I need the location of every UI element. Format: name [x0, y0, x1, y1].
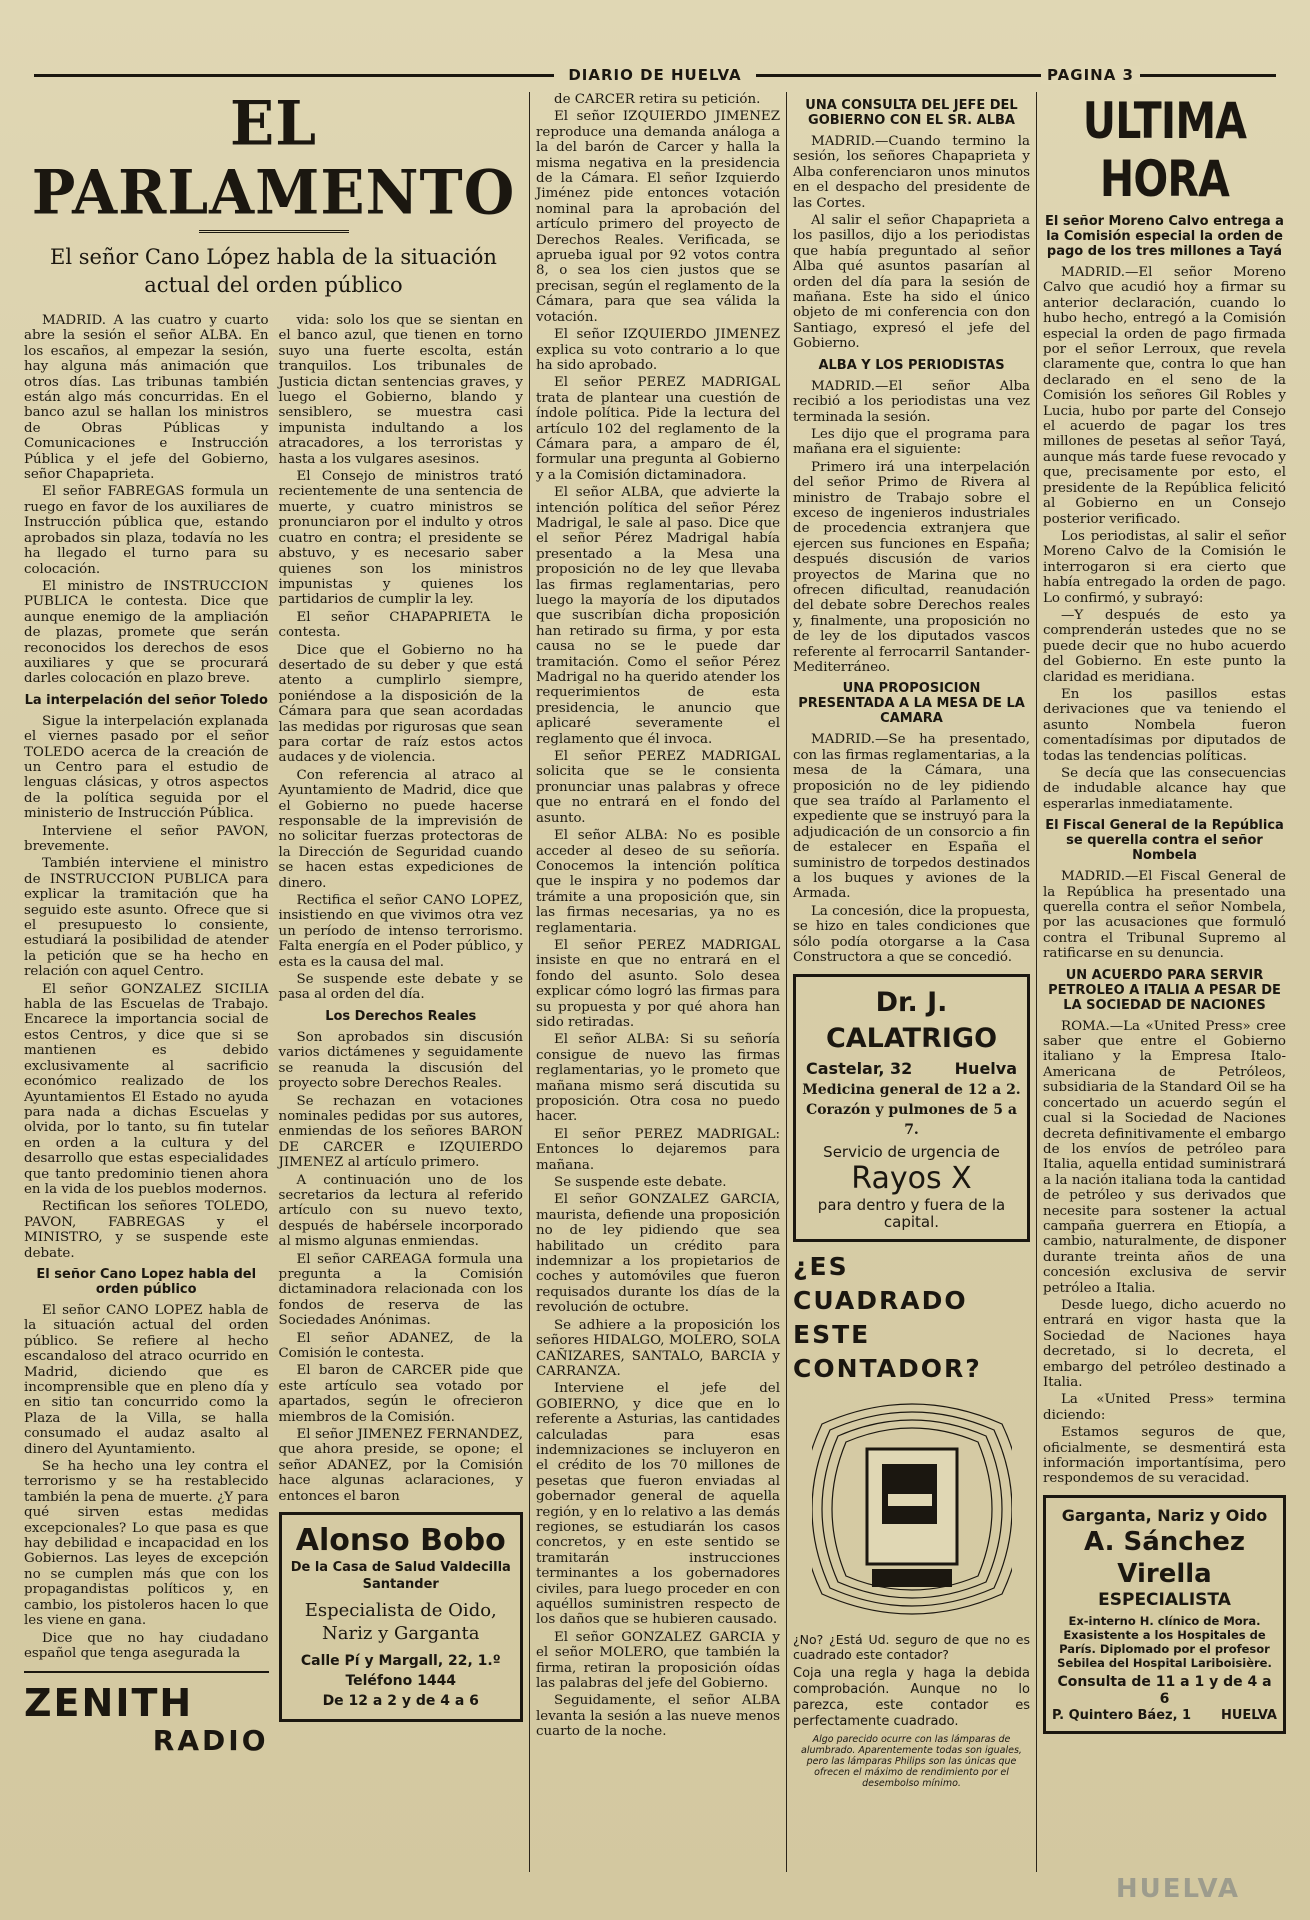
subhead-toledo: La interpelación del señor Toledo: [24, 692, 268, 708]
column-continuation: [530, 92, 787, 1872]
ad-alonso-bobo: [279, 1512, 524, 1722]
paragraph: El señor IZQUIERDO JIMENEZ reproduce una demanda análoga a la del barón de Carcer y halla la misma negativa en la presidencia de la Cámara. El señor Izquierdo Jiménez pide entonces votación nominal para la aprobación del artículo primero del proyecto de Derechos Reales. Verificada, se aprueba igual por 92 votos contra 8, o sea los cien justos que se precisan, según el reglamento de la Cámara, para que sea válida la votación.: [536, 109, 780, 325]
paragraph: Se rechazan en votaciones nominales pedidas por sus autores, enmiendas de los señores BARON DE CARCER e IZQUIERDO JIMENEZ al artículo primero.: [278, 1093, 523, 1171]
paragraph: Se suspende este debate.: [554, 1175, 727, 1191]
masthead: [20, 62, 1290, 88]
ad-title: ESTE CONTADOR?: [793, 1319, 982, 1383]
paragraph: El señor GONZALEZ GARCIA, maurista, defiende una proposición no de ley pidiendo que sea habilitado un crédito para indemnizar a los propietarios de coches y automóviles que fueron requisados durante los días de la revolución de octubre.: [536, 1192, 780, 1316]
ad-address-row: [1052, 1708, 1277, 1723]
paragraph: Rectifican los señores TOLEDO, PAVON, FABREGAS y el MINISTRO, y se suspende este debate.: [24, 1199, 269, 1261]
ad-specialty: ESPECIALISTA: [1098, 1589, 1231, 1610]
ad-line: Garganta, Nariz y Oido: [1061, 1505, 1268, 1525]
paragraph: —Y después de esto ya comprenderán ustedes que no se puede decir que no hubo acuerdo del Gobierno. En este punto la claridad es meridiana.: [1043, 607, 1286, 685]
paragraph: MADRID.—Se ha presentado, con las firmas reglamentarias, a la mesa de la Cámara, una proposición no de ley pidiendo que sea traído al Parlamento el expediente que se instruyó para la adjudicación de un consorcio a fin de estalecer en España el suministro de torpedos destinados a los buques y aviones de la Armada.: [793, 732, 1030, 902]
title-rule: [199, 230, 349, 233]
paragraph: El señor PEREZ MADRIGAL trata de plantear una cuestión de índole política. Pide la lectura del artículo 102 del reglamento de la Cámara para, a amparo de él, formular una pregunta al Gobierno y a la Comisión dictaminadora.: [536, 375, 780, 483]
paragraph: vida: solo los que se sientan en el banco azul, que tienen en torno suyo una fuerte escolta, están tranquilos. Los tribunales de Justicia dictan sentencias graves, y luego el Gobierno, blando y sensiblero, se muestra casi impunista indultando a los atracadores, a los terroristas y hasta a los vulgares asesinos.: [278, 313, 523, 467]
paragraph: Rectifica el señor CANO LOPEZ, insistiendo en que vivimos otra vez un período de intenso terrorismo. Falta energía en el Poder público, y esta es la causa del mal.: [278, 893, 523, 970]
zenith-brand: ZENITH: [24, 1681, 194, 1726]
paragraph: El señor CHAPAPRIETA le contesta.: [278, 609, 523, 641]
paragraph: El baron de CARCER pide que este artículo sea votado por apartados, según le ofrecieron miembros de la Comisión.: [278, 1363, 523, 1425]
headline-moreno-calvo: El señor Moreno Calvo entrega a la Comisión especial la orden de pago de los tres millones a Tayá: [1045, 214, 1284, 259]
paragraph: ROMA.—La «United Press» cree saber que entre el Gobierno italiano y la Empresa Italo-Americana de Petróleos, subsidiaria de la Standard Oil se ha concertado un acuerdo según el cual si la Sociedad de Naciones decreta definitivamente el embargo de los envíos de petróleo para Italia, aquella entidad suministrará a la nación italiana toda la cantidad de petróleo y sus derivados que necesite para sostener la actual campaña guerrera en Etiopía, a cambio, naturalmente, de disponer durante treinta años de una concesión exclusiva de servir petróleo a Italia.: [1043, 1018, 1286, 1296]
headline-proposicion: UNA PROPOSICION PRESENTADA A LA MESA DE LA CAMARA: [798, 681, 1025, 727]
paper-name: DIARIO DE HUELVA: [568, 66, 742, 84]
ad-phone: Teléfono 1444: [345, 1673, 457, 1690]
paragraph: Dice que no hay ciudadano español que tenga asegurada la: [24, 1630, 269, 1661]
paragraph: También interviene el ministro de INSTRUCCION PUBLICA para explicar la tramitación que ha seguido este asunto. Ofrece que si el presupuesto lo consiente, estudiará la posibilidad de atender la petición que se ha hecho en relación con aquel Centro.: [24, 856, 269, 980]
ad-line: Servicio de urgencia de: [823, 1142, 1000, 1161]
meter-illustration: [812, 1394, 1012, 1624]
headline-consulta: UNA CONSULTA DEL JEFE DEL GOBIERNO CON EL SR. ALBA: [805, 98, 1018, 128]
paragraph: El señor JIMENEZ FERNANDEZ, que ahora preside, se opone; el señor ADANEZ, por la Comisión hace algunas aclaraciones, y entonces el baron: [278, 1427, 523, 1504]
paragraph: La «United Press» termina diciendo:: [1043, 1392, 1286, 1423]
paragraph: Interviene el señor PAVON, brevemente.: [24, 823, 269, 854]
paragraph: El señor PEREZ MADRIGAL solicita que se le consienta pronunciar unas palabras y ofrece que no entrará en el fondo del asunto.: [536, 749, 780, 826]
ad-credentials: Ex-interno H. clínico de Mora. Exasistente a los Hospitales de París. Diplomado por el profesor Sebilea del Hospital Lariboisière.: [1057, 1613, 1272, 1670]
ad-address: Calle Pí y Margall, 22, 1.º: [300, 1653, 501, 1670]
paragraph: El señor FABREGAS formula un ruego en favor de los auxiliares de Instrucción pública que, estando aprobados sin plaza, todavía no les ha llegado el turno para su colocación.: [24, 484, 269, 577]
ad-city: Huelva: [954, 1058, 1017, 1078]
paragraph: Se ha hecho una ley contra el terrorismo y se ha restablecido también la pena de muerte. ¿Y para qué sirven estas medidas excepcionales? Lo que pasa es que hay debilidad e incapacidad en los Gobiernos. Las leyes de excepción no se cumplen más que con los propagandistas políticos y, en cambio, los pistoleros hacen lo que les viene en gana.: [24, 1459, 269, 1629]
headline-petroleo: UN ACUERDO PARA SERVIR PETROLEO A ITALIA A PESAR DE LA SOCIEDAD DE NACIONES: [1048, 967, 1281, 1013]
ad-address: Castelar, 32: [806, 1058, 913, 1078]
subhead-cano: El señor Cano Lopez habla del orden público: [36, 1266, 257, 1297]
paragraph: El señor PEREZ MADRIGAL insiste en que no entrará en el fondo del asunto. Solo desea explicar cómo logró las firmas para su propuesta y por qué ahora han sido retiradas.: [536, 937, 780, 1030]
ad-address: P. Quintero Báez, 1: [1052, 1707, 1192, 1723]
paragraph: MADRID.—Cuando termino la sesión, los señores Chapaprieta y Alba conferenciaron unos minutos en el despacho del presidente de las Cortes.: [793, 134, 1030, 211]
ad-body: Coja una regla y haga la debida comprobación. Aunque no lo parezca, este contador es perfectamente cuadrado.: [793, 1665, 1030, 1729]
column-ultima-hora: [1037, 92, 1292, 1872]
ad-calatrigo: [793, 974, 1030, 1242]
paragraph: El señor ALBA: No es posible acceder al deseo de su señoría. Conocemos la intención política que le inspira y no podemos dar trámite a una proposición que, sin las firmas necesarias, ya no es reglamentaria.: [536, 828, 780, 936]
paragraph: El señor GONZALEZ SICILIA habla de las Escuelas de Trabajo. Encarece la importancia social de estos Centros, y dice que si se mantienen es debido exclusivamente al sacrificio económico realizado de los Ayuntamientos El Estado no ayuda para nada a dichas Escuelas y olvida, por lo tanto, su fin tutelar en orden a la cultura y del desarrollo que estas especialidades que tanto predominio tienen ahora en la vida de los pueblos modernos.: [24, 981, 269, 1197]
paragraph: En los pasillos estas derivaciones que va teniendo el asunto Nombela fueron comentadísimas por diputados de todas las tendencias políticas.: [1043, 686, 1286, 764]
ad-line: Medicina general de 12 a 2.: [802, 1081, 1021, 1098]
ad-casa: De la Casa de Salud Valdecilla Santander: [290, 1560, 511, 1593]
paragraph: El señor GONZALEZ GARCIA y el señor MOLERO, que también la firma, retiran la proposición oídas las palabras del jefe del Gobierno.: [536, 1629, 780, 1692]
paragraph: El señor CAREAGA formula una pregunta a la Comisión dictaminadora relacionada con los fondos de reserva de las Sociedades Anónimas.: [278, 1251, 523, 1329]
headline-fiscal: El Fiscal General de la República se querella contra el señor Nombela: [1045, 818, 1284, 864]
paragraph: Primero irá una interpelación del señor Primo de Rivera al ministro de Trabajo sobre el exceso de ingenieros industriales de procedencia extranjera que ejercen sus funciones en España; después discusión de varios proyectos de Marina que no ofrecen dificultad, reanudación del debate sobre Derechos reales y, finalmente, una proposición no de ley de los diputados vascos referente al ferrocarril Santander-Mediterráneo.: [793, 459, 1030, 675]
paragraph: El señor ALBA: Si su señoría consigue de nuevo las firmas reglamentarias, yo le prometo que mañana mismo será discutida su proposición. Otra cosa no puedo hacer.: [536, 1032, 780, 1125]
ad-name: A. Sánchez Virella: [1083, 1526, 1245, 1589]
column-parlamento: [18, 92, 530, 1872]
paragraph: Dice que el Gobierno no ha desertado de su deber y que está atento a cumplirlo siempre, poniéndose a la disposición de la Cámara para que sean acordadas las medidas por rigurosas que sean para cortar de raíz estos actos audaces y de violencia.: [278, 642, 523, 766]
ad-sanchez-virella: [1043, 1495, 1286, 1734]
paragraph: El señor CANO LOPEZ habla de la situación actual del orden público. Se refiere al hecho escandaloso del atraco ocurrido en Madrid, diciendo que es incomprensible que en pleno día y en sitio tan concurrido como la Plaza de la Villa, se halla consumado el audaz asalto al dinero del Ayuntamiento.: [24, 1302, 269, 1457]
parlamento-right: [279, 313, 524, 1757]
paragraph: MADRID.—El señor Moreno Calvo que acudió hoy a firmar su anterior declaración, cuando lo hubo hecho, entregó a la Comisión especial la orden de pago firmada por el señor Lerroux, que revela claramente que, contra lo que han declarado en el seno de la Comisión los señores Gil Robles y Lucia, hubo por parte del Consejo el acuerdo de pagar los tres millones de pesetas al señor Tayá, aunque más tarde fuese revocado y que, precisamente por esto, el presidente de la República felicitó al Gobierno en un Consejo posterior verificado.: [1043, 265, 1286, 527]
page-number: PAGINA 3: [1041, 66, 1140, 84]
paragraph: de CARCER retira su petición.: [554, 92, 761, 107]
paragraph: MADRID.—El Fiscal General de la República ha presentado una querella contra el señor Nombela, por las acusaciones que formuló contra el Tribunal Supremo al ratificarse en su denuncia.: [1043, 869, 1286, 962]
paragraph: Se decía que las consecuencias de indudable alcance hay que esperarlas inmediatamente.: [1043, 766, 1286, 812]
parlamento-left: [24, 313, 269, 1757]
ad-title: ¿ES CUADRADO: [793, 1251, 968, 1315]
section-title: ULTIMA HORA: [1082, 92, 1247, 208]
archive-watermark: HUELVA: [1115, 1874, 1240, 1904]
paragraph: El señor IZQUIERDO JIMENEZ explica su voto contrario a lo que ha sido aprobado.: [536, 327, 780, 373]
parlamento-body: [24, 313, 523, 1757]
paragraph: Los periodistas, al salir el señor Moreno Calvo de la Comisión le interrogaron si era cierto que había entregado la orden de pago. Lo confirmó, y subrayó:: [1043, 528, 1286, 606]
ad-address-row: [806, 1058, 1017, 1078]
paragraph: Al salir el señor Chapaprieta a los pasillos, dijo a los periodistas que había preguntado al señor Alba qué asuntos pasarían al orden del día para la sesión de mañana. Este ha sido el único objeto de mi conferencia con don Santiago, expresó el jefe del Gobierno.: [793, 213, 1030, 352]
ad-specialty: Especialista de Oido, Nariz y Garganta: [304, 1600, 497, 1645]
headline-periodistas: ALBA Y LOS PERIODISTAS: [818, 357, 1005, 373]
ad-philips: [793, 1250, 1030, 1789]
paragraph: La concesión, dice la propuesta, se hizo en tales condiciones que sólo podía otorgarse a la Casa Constructora a que se concedió.: [793, 903, 1030, 966]
paragraph: Son aprobados sin discusión varios dictámenes y seguidamente se reanuda la discusión del proyecto sobre Derechos Reales.: [278, 1029, 523, 1092]
paragraph: Interviene el jefe del GOBIERNO, y dice que en lo referente a Asturias, las cantidades calculadas para esas indemnizaciones se incluyeron en el crédito de los 70 millones de pesetas que fueron enviadas al gobernador general de aquella región, y en lo relativo a las demás regiones, se estudiarán los casos concretos, y en este sentido se tramitarán instrucciones terminantes a los gobernadores civiles, para luego proceder en con aquéllos suministren respecto de los daños que se hubieren causado.: [536, 1381, 780, 1628]
paragraph: El señor ADANEZ, de la Comisión le contesta.: [278, 1330, 523, 1361]
ad-footnote: Algo parecido ocurre con las lámparas de alumbrado. Aparentemente todas son iguales, pero las lámparas Philips son las únicas que ofrecen el máximo de rendimiento por el desembolso mínimo.: [801, 1733, 1022, 1789]
paragraph: Seguidamente, el señor ALBA levanta la sesión a las nueve menos cuarto de la noche.: [536, 1693, 780, 1740]
column-news: [787, 92, 1037, 1872]
ad-question: ¿No? ¿Está Ud. seguro de que no es cuadrado este contador?: [793, 1631, 1030, 1662]
paragraph: MADRID.—El señor Alba recibió a los periodistas una vez terminada la sesión.: [793, 378, 1030, 425]
columns: [18, 92, 1292, 1872]
paragraph: Estamos seguros de que, oficialmente, se desmentirá esta información importantísima, pero respondemos de su veracidad.: [1043, 1425, 1286, 1487]
ad-line: Corazón y pulmones de 5 a 7.: [806, 1101, 1017, 1138]
ad-hours: Consulta de 11 a 1 y de 4 a 6: [1057, 1673, 1272, 1707]
paragraph: A continuación uno de los secretarios da lectura al referido artículo con su nuevo texto, después de habérsele incorporado al mismo algunas enmiendas.: [278, 1172, 523, 1250]
paragraph: Se adhiere a la proposición los señores HIDALGO, MOLERO, SOLA CAÑIZARES, SANTALO, BARCIA y CARRANZA.: [536, 1317, 780, 1379]
zenith-radio: RADIO: [152, 1724, 269, 1758]
ad-name: Dr. J. CALATRIGO: [825, 986, 998, 1054]
ad-hours: De 12 a 2 y de 4 a 6: [322, 1693, 479, 1710]
subhead-derechos: Los Derechos Reales: [325, 1008, 477, 1024]
ad-zenith-radio: [24, 1671, 269, 1757]
ad-rayos: Rayos X: [851, 1160, 972, 1196]
paragraph: MADRID. A las cuatro y cuarto abre la sesión el señor ALBA. En los escaños, al empezar la sesión, hay alguna más animación que otros días. Las tribunas también están algo más concurridas. En el banco azul se hallan los ministros de Obras Públicas y Comunicaciones e Instrucción Pública y el jefe del Gobierno, señor Chapaprieta.: [24, 313, 269, 483]
paragraph: El ministro de INSTRUCCION PUBLICA le contesta. Dice que aunque enemigo de la ampliación de plazas, promete que serán reconocidos los derechos de esos auxiliares y que se procurará darles colocación en plazo breve.: [24, 578, 269, 687]
paragraph: Sigue la interpelación explanada el viernes pasado por el señor TOLEDO acerca de la creación de un Centro para el estudio de lenguas clásicas, y otros aspectos de la política seguida por el ministerio de Instrucción Pública.: [24, 713, 269, 822]
paragraph: El señor PEREZ MADRIGAL: Entonces lo dejaremos para mañana.: [536, 1126, 780, 1173]
ad-line: para dentro y fuera de la capital.: [817, 1195, 1006, 1231]
ad-city: HUELVA: [1220, 1707, 1277, 1723]
ad-name: Alonso Bobo: [295, 1523, 506, 1559]
paragraph: Les dijo que el programa para mañana era el siguiente:: [793, 426, 1030, 458]
section-title: EL PARLAMENTO: [31, 92, 516, 229]
paragraph: Con referencia al atraco al Ayuntamiento de Madrid, dice que el Gobierno no puede hacerse responsable de la imprevisión de no solicitar fuerzas protectoras de la Dirección de Seguridad cuando se hacen estas expediciones de dinero.: [278, 767, 523, 891]
paragraph: Desde luego, dicho acuerdo no entrará en vigor hasta que la Sociedad de Naciones haya decretado, si lo decreta, el embargo del petróleo destinado a Italia.: [1043, 1297, 1286, 1390]
article-subtitle: El señor Cano López habla de la situación actual del orden público: [50, 245, 497, 297]
paragraph: Se suspende este debate y se pasa al orden del día.: [278, 972, 523, 1003]
paragraph: El Consejo de ministros trató recientemente de una sentencia de muerte, y cuatro ministros se pronunciaron por el indulto y otros cuatro en contra; el presidente se abstuvo, y es necesario saber quienes son los ministros impunistas y quienes los partidarios de cumplir la ley.: [278, 469, 523, 608]
paragraph: El señor ALBA, que advierte la intención política del señor Pérez Madrigal, le sale al paso. Dice que el señor Pérez Madrigal había presentado a la Mesa una proposición no de ley que llevaba las firmas reglamentarias, pero luego la mayoría de los diputados que suscribían dicha proposición han retirado su firma, y por esta causa no se le puede dar tramitación. Como el señor Pérez Madrigal no ha querido atender los requerimientos de esta presidencia, le anuncio que aplicaré severamente el reglamento que él invoca.: [536, 485, 780, 747]
